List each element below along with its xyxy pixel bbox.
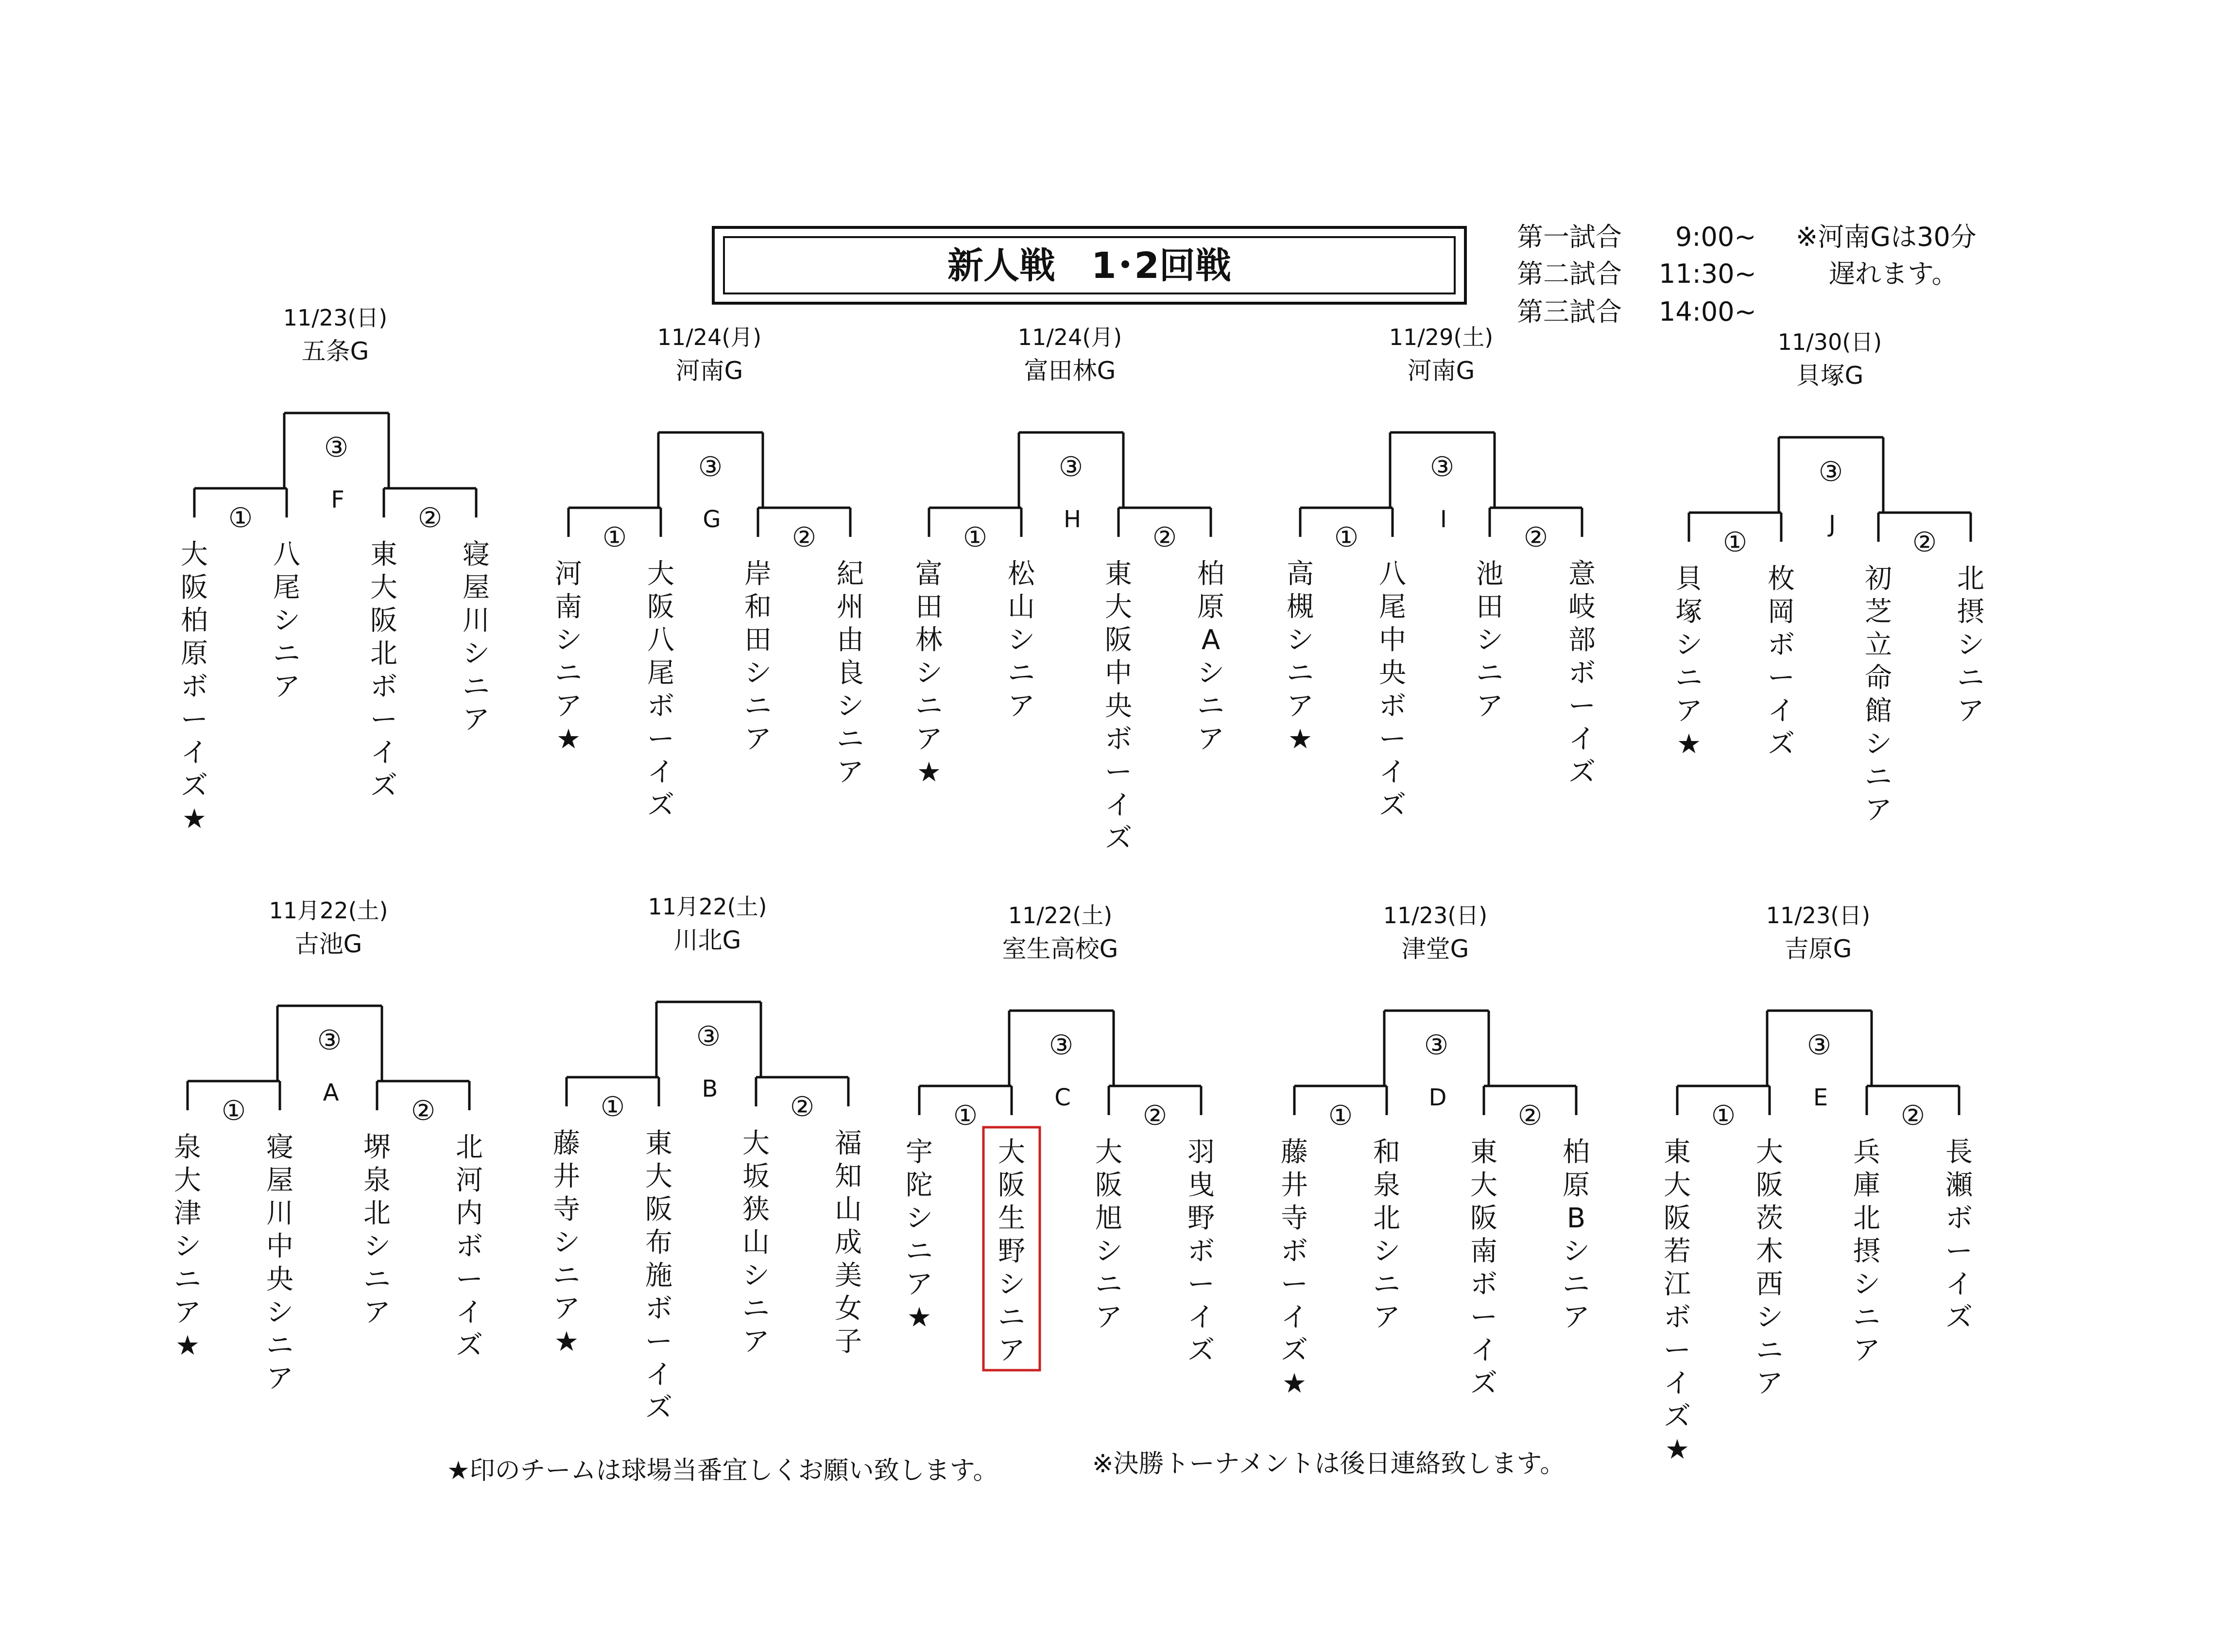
team-name: 羽曳野ボーイズ bbox=[1187, 1136, 1215, 1366]
team-name: 池田シニア bbox=[1476, 558, 1503, 722]
bracket-panel-I bbox=[1287, 324, 1596, 821]
team-name: 八尾中央ボーイズ bbox=[1379, 558, 1406, 821]
round-1-marker: ① bbox=[221, 1095, 246, 1127]
bracket-panel-D bbox=[1281, 902, 1590, 1399]
team-name: 東大阪布施ボーイズ bbox=[645, 1128, 672, 1424]
schedule-note-line-1: ※河南Gは30分 bbox=[1796, 222, 1977, 252]
footnote-finals: ※決勝トーナメントは後日連絡致します。 bbox=[1092, 1449, 1565, 1479]
round-1-marker: ① bbox=[602, 522, 627, 553]
match-date: 11/23(日) bbox=[283, 305, 388, 331]
round-3-marker: ③ bbox=[1806, 1030, 1832, 1061]
round-2-marker: ② bbox=[1517, 1100, 1543, 1132]
block-letter: A bbox=[323, 1079, 339, 1106]
round-1-marker: ① bbox=[1722, 527, 1748, 558]
team-name: 東大阪北ボーイズ bbox=[370, 539, 397, 802]
block-letter: B bbox=[702, 1075, 718, 1102]
footnote-duty: ★印のチームは球場当番宜しくお願い致します。 bbox=[447, 1456, 998, 1485]
round-2-marker: ② bbox=[411, 1095, 436, 1127]
schedule-time-3: 14:00~ bbox=[1659, 296, 1756, 327]
team-name: 富田林シニア★ bbox=[915, 558, 943, 788]
round-1-marker: ① bbox=[1328, 1100, 1353, 1132]
round-2-marker: ② bbox=[417, 502, 443, 534]
match-date: 11/24(月) bbox=[657, 324, 762, 350]
round-3-marker: ③ bbox=[317, 1025, 342, 1056]
team-name: 大阪柏原ボーイズ★ bbox=[181, 539, 208, 835]
round-3-marker: ③ bbox=[698, 451, 723, 483]
round-2-marker: ② bbox=[790, 1091, 815, 1123]
team-name: 岸和田シニア bbox=[744, 558, 772, 755]
team-name: 宇陀シニア★ bbox=[906, 1136, 933, 1333]
team-name: 意岐部ボーイズ bbox=[1568, 558, 1596, 788]
match-date: 11/22(土) bbox=[1008, 902, 1113, 929]
team-name: 和泉北シニア bbox=[1373, 1136, 1400, 1333]
team-name: 藤井寺ボーイズ★ bbox=[1281, 1136, 1308, 1399]
round-3-marker: ③ bbox=[1818, 456, 1843, 488]
venue-name: 五条G bbox=[301, 337, 369, 365]
team-name: 大阪八尾ボーイズ bbox=[647, 558, 674, 821]
round-1-marker: ① bbox=[600, 1091, 625, 1123]
venue-name: 川北G bbox=[673, 926, 741, 954]
match-date: 11月22(土) bbox=[648, 894, 767, 920]
round-3-marker: ③ bbox=[1058, 451, 1084, 483]
round-3-marker: ③ bbox=[1049, 1030, 1074, 1061]
block-letter: I bbox=[1440, 506, 1447, 533]
round-1-marker: ① bbox=[953, 1100, 978, 1132]
round-1-marker: ① bbox=[1334, 522, 1359, 553]
match-date: 11/23(日) bbox=[1766, 902, 1871, 929]
bracket-panel-C bbox=[906, 902, 1215, 1370]
match-date: 11/24(月) bbox=[1017, 324, 1122, 350]
team-name: 福知山成美女子 bbox=[835, 1128, 862, 1358]
page-title: 新人戦 1･2回戦 bbox=[947, 245, 1231, 287]
team-name: 寝屋川シニア bbox=[463, 539, 490, 736]
block-letter: E bbox=[1813, 1084, 1828, 1111]
bracket-panel-A bbox=[174, 897, 483, 1394]
team-name: 兵庫北摂シニア bbox=[1853, 1136, 1880, 1366]
venue-name: 富田林G bbox=[1024, 357, 1116, 385]
bracket-panel-H bbox=[915, 324, 1224, 854]
schedule-time-2: 11:30~ bbox=[1659, 258, 1756, 289]
team-name: 藤井寺シニア★ bbox=[553, 1128, 580, 1358]
schedule-label-1: 第一試合 bbox=[1517, 222, 1622, 252]
venue-name: 河南G bbox=[1407, 357, 1475, 385]
round-2-marker: ② bbox=[1912, 527, 1937, 558]
team-name: 泉大津シニア★ bbox=[174, 1132, 201, 1361]
venue-name: 河南G bbox=[675, 357, 743, 385]
round-3-marker: ③ bbox=[1429, 451, 1455, 483]
block-letter: F bbox=[331, 486, 344, 514]
round-2-marker: ② bbox=[1900, 1100, 1926, 1132]
block-letter: D bbox=[1428, 1084, 1447, 1111]
block-letter: H bbox=[1063, 506, 1082, 533]
round-3-marker: ③ bbox=[324, 432, 349, 464]
bracket-panel-B bbox=[553, 894, 862, 1424]
bracket-panel-E bbox=[1664, 902, 1974, 1465]
team-name: 東大阪若江ボーイズ★ bbox=[1664, 1136, 1691, 1465]
block-letter: J bbox=[1828, 511, 1836, 538]
team-name: 松山シニア bbox=[1008, 558, 1035, 722]
match-date: 11/23(日) bbox=[1383, 902, 1488, 929]
team-name: 貝塚シニア★ bbox=[1675, 563, 1703, 760]
block-letter: C bbox=[1054, 1084, 1071, 1111]
schedule-time-1: 9:00~ bbox=[1675, 222, 1756, 252]
venue-name: 室生高校G bbox=[1002, 935, 1118, 963]
team-name: 東大阪中央ボーイズ bbox=[1105, 558, 1132, 854]
schedule-label-2: 第二試合 bbox=[1517, 258, 1622, 289]
team-name: 八尾シニア bbox=[273, 539, 300, 703]
team-name: 河南シニア★ bbox=[555, 558, 582, 755]
venue-name: 吉原G bbox=[1784, 935, 1852, 963]
match-date: 11月22(土) bbox=[269, 897, 388, 924]
venue-name: 津堂G bbox=[1401, 935, 1469, 963]
venue-name: 貝塚G bbox=[1796, 361, 1864, 390]
round-2-marker: ② bbox=[1142, 1100, 1168, 1132]
block-letter: G bbox=[703, 506, 721, 533]
round-1-marker: ① bbox=[963, 522, 988, 553]
team-name: 大坂狭山シニア bbox=[742, 1128, 770, 1358]
match-date: 11/30(日) bbox=[1777, 329, 1882, 355]
bracket-panel-J bbox=[1675, 329, 1984, 826]
team-name: 寝屋川中央シニア bbox=[266, 1132, 293, 1394]
bracket-panel-F bbox=[181, 305, 490, 835]
team-name: 枚岡ボーイズ bbox=[1768, 563, 1795, 760]
team-name: 初芝立命館シニア bbox=[1865, 563, 1892, 826]
team-name: 柏原 A シニア bbox=[1197, 558, 1224, 755]
round-2-marker: ② bbox=[1152, 522, 1177, 553]
bracket-panel-G bbox=[555, 324, 864, 821]
team-name: 高槻シニア★ bbox=[1287, 558, 1314, 755]
team-name: 大阪生野シニア bbox=[998, 1136, 1025, 1366]
venue-name: 古池G bbox=[294, 930, 362, 958]
round-2-marker: ② bbox=[1523, 522, 1548, 553]
schedule-note-line-2: 遅れます。 bbox=[1829, 258, 1958, 289]
round-1-marker: ① bbox=[228, 502, 253, 534]
team-name: 北摂シニア bbox=[1957, 563, 1984, 727]
round-2-marker: ② bbox=[791, 522, 817, 553]
team-name: 大阪旭シニア bbox=[1095, 1136, 1122, 1333]
team-name: 堺泉北シニア bbox=[363, 1132, 391, 1328]
round-3-marker: ③ bbox=[1424, 1030, 1449, 1061]
team-name: 長瀬ボーイズ bbox=[1945, 1136, 1973, 1333]
match-date: 11/29(土) bbox=[1389, 324, 1494, 350]
team-name: 紀州由良シニア bbox=[837, 558, 864, 788]
round-3-marker: ③ bbox=[696, 1021, 721, 1052]
team-name: 北河内ボーイズ bbox=[456, 1132, 483, 1361]
schedule-label-3: 第三試合 bbox=[1517, 296, 1622, 327]
team-name: 東大阪南ボーイズ bbox=[1470, 1136, 1497, 1399]
team-name: 柏原 B シニア bbox=[1563, 1136, 1590, 1333]
round-1-marker: ① bbox=[1711, 1100, 1736, 1132]
team-name: 大阪茨木西シニア bbox=[1756, 1136, 1783, 1399]
